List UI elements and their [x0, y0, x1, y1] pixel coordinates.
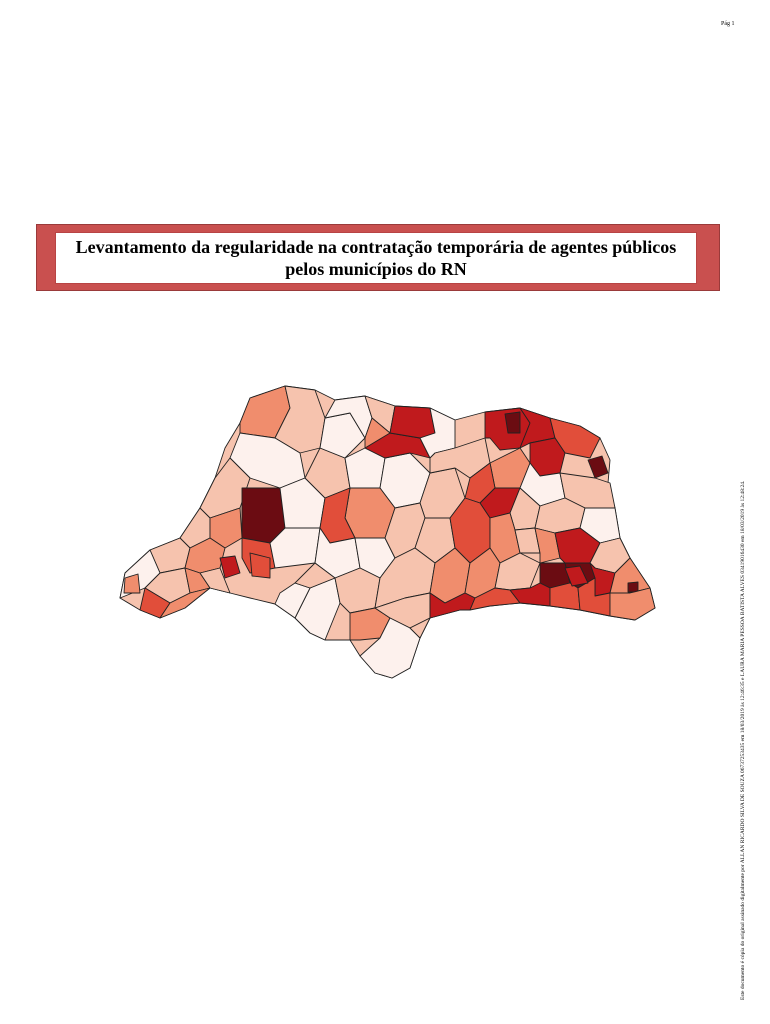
municipality-region: [610, 588, 655, 620]
rn-municipalities-map: [110, 378, 660, 688]
municipality-region: [628, 582, 638, 592]
digital-signature-stamp: Este documento é cópia do original assinado digitalmente por ALLAN RICARDO SILVA DE SOUZA 06737253435 em 18/03/2019 às 12:46:35 e LAURA MARIA PESSOA BATISTA ALVES 03419016430 em 18/03/2019 às 12:48:24.: [740, 480, 746, 1000]
title-banner: [36, 224, 720, 291]
page-number: Pág 1: [721, 21, 735, 27]
title-frame: [55, 232, 697, 284]
municipality-region: [390, 406, 435, 438]
municipality-region: [505, 412, 520, 433]
municipality-region: [550, 583, 580, 610]
document-title: Levantamento da regularidade na contratação temporária de agentes públicos pelos municípios do RN: [75, 237, 677, 279]
